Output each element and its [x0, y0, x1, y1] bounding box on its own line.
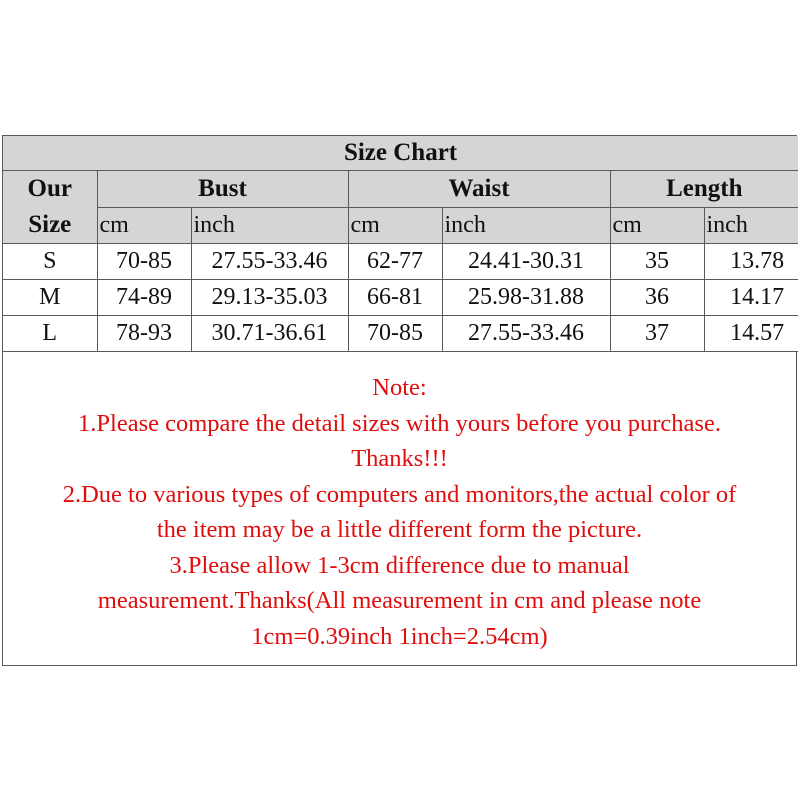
length-cm-cell: 36	[610, 280, 704, 316]
size-chart-table	[3, 136, 798, 352]
table-row	[3, 316, 798, 352]
size-chart-panel	[2, 135, 797, 666]
bust-inch-unit: inch	[191, 208, 348, 244]
size-column-header	[3, 171, 97, 244]
bust-inch-cell: 27.55-33.46	[191, 244, 348, 280]
note-line: 1.Please compare the detail sizes with yours before you purchase.	[78, 409, 721, 437]
size-cell: S	[3, 244, 97, 280]
waist-inch-cell: 27.55-33.46	[442, 316, 610, 352]
length-inch-cell: 14.17	[704, 280, 798, 316]
length-inch-cell: 14.57	[704, 316, 798, 352]
size-header-line-1: Our	[27, 175, 72, 202]
bust-cm-cell: 78-93	[97, 316, 191, 352]
waist-cm-cell: 62-77	[348, 244, 442, 280]
size-cell: M	[3, 280, 97, 316]
length-inch-unit: inch	[704, 208, 798, 244]
length-cm-unit: cm	[610, 208, 704, 244]
bust-inch-cell: 29.13-35.03	[191, 280, 348, 316]
waist-cm-cell: 66-81	[348, 280, 442, 316]
waist-inch-cell: 25.98-31.88	[442, 280, 610, 316]
note-line: Thanks!!!	[351, 445, 448, 472]
note-line: the item may be a little different form the picture.	[156, 516, 643, 543]
length-header: Length	[610, 171, 798, 208]
note-line: 1cm=0.39inch 1inch=2.54cm)	[251, 622, 548, 650]
bust-cm-cell: 74-89	[97, 280, 191, 316]
note-line: measurement.Thanks(All measurement in cm and please note	[97, 587, 702, 614]
length-inch-cell: 13.78	[704, 244, 798, 280]
bust-header: Bust	[97, 171, 348, 208]
chart-title: Size Chart	[3, 136, 798, 171]
bust-inch-cell: 30.71-36.61	[191, 316, 348, 352]
bust-cm-unit: cm	[97, 208, 191, 244]
waist-inch-cell: 24.41-30.31	[442, 244, 610, 280]
note-line: 2.Due to various types of computers and monitors,the actual color of	[62, 480, 737, 508]
waist-cm-cell: 70-85	[348, 316, 442, 352]
size-cell: L	[3, 316, 97, 352]
table-row	[3, 280, 798, 316]
bust-cm-cell: 70-85	[97, 244, 191, 280]
length-cm-cell: 35	[610, 244, 704, 280]
notes-block	[3, 352, 796, 654]
table-row	[3, 244, 798, 280]
size-header-line-2: Size	[28, 211, 72, 238]
note-heading: Note:	[372, 374, 427, 401]
waist-inch-unit: inch	[442, 208, 610, 244]
note-line: 3.Please allow 1-3cm difference due to manual	[169, 551, 630, 579]
waist-cm-unit: cm	[348, 208, 442, 244]
waist-header: Waist	[348, 171, 610, 208]
length-cm-cell: 37	[610, 316, 704, 352]
